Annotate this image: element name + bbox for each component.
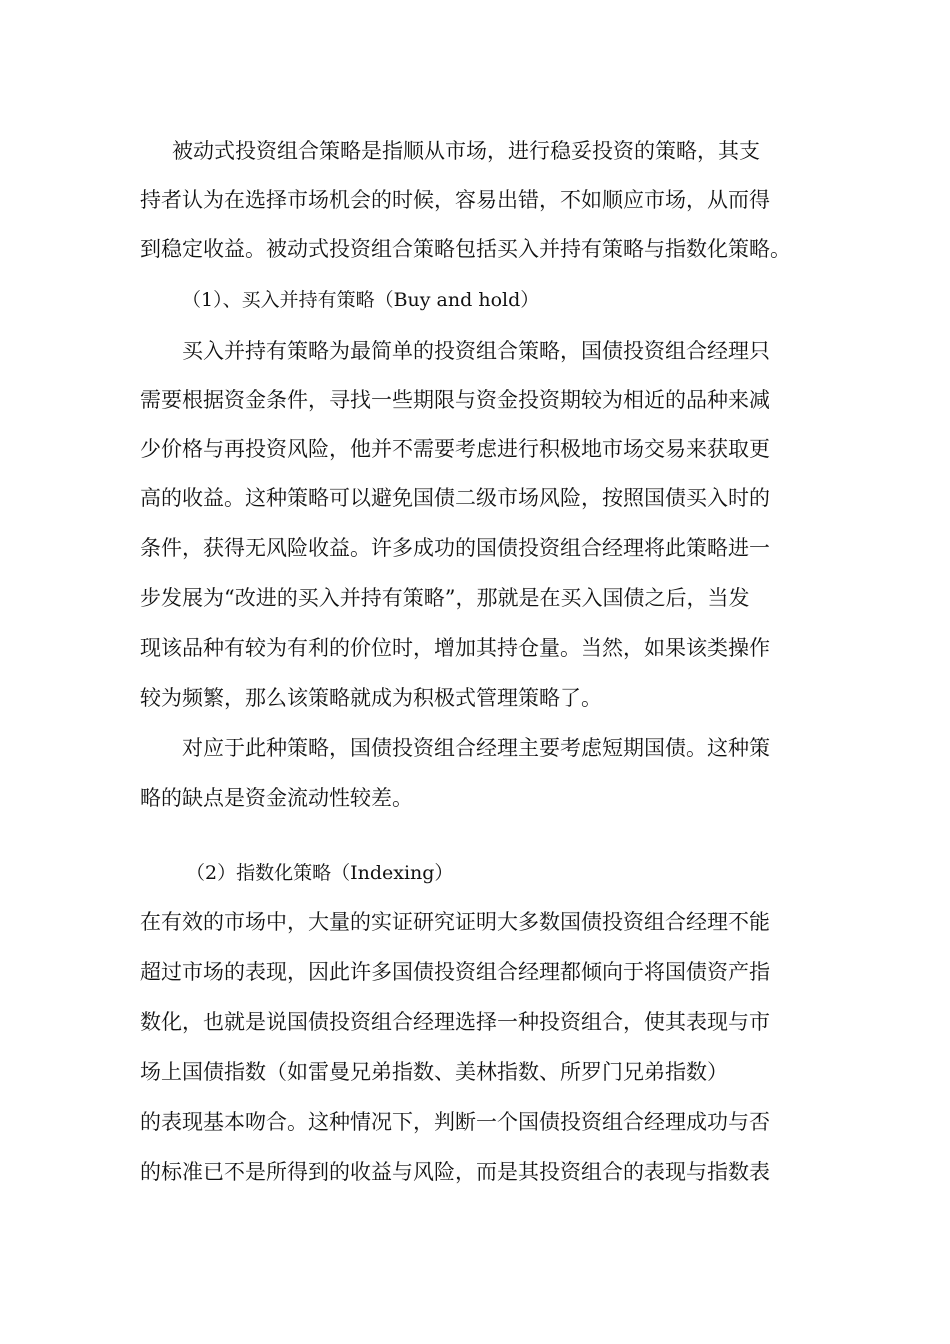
section-heading: （1）、买入并持有策略（Buy and hold） [182, 289, 540, 311]
paragraph-line: 对应于此种策略，国债投资组合经理主要考虑短期国债。这种策 [182, 736, 770, 760]
paragraph-line: 的表现基本吻合。这种情况下，判断一个国债投资组合经理成功与否 [140, 1110, 770, 1134]
paragraph-line: 持者认为在选择市场机会的时候，容易出错，不如顺应市场，从而得 [140, 188, 770, 212]
paragraph-line: 条件，获得无风险收益。许多成功的国债投资组合经理将此策略进一 [140, 536, 770, 560]
paragraph-line: 到稳定收益。被动式投资组合策略包括买入并持有策略与指数化策略。 [140, 237, 791, 261]
paragraph-line: 少价格与再投资风险，他并不需要考虑进行积极地市场交易来获取更 [140, 437, 770, 461]
paragraph-line: 步发展为“改进的买入并持有策略”，那就是在买入国债之后，当发 [140, 586, 750, 610]
paragraph-line: 超过市场的表现，因此许多国债投资组合经理都倾向于将国债资产指 [140, 960, 770, 984]
paragraph-line: 较为频繁，那么该策略就成为积极式管理策略了。 [140, 686, 602, 710]
paragraph-line: 被动式投资组合策略是指顺从市场，进行稳妥投资的策略，其支 [172, 139, 760, 163]
paragraph-line: 高的收益。这种策略可以避免国债二级市场风险，按照国债买入时的 [140, 486, 770, 510]
paragraph-line: 在有效的市场中，大量的实证研究证明大多数国债投资组合经理不能 [140, 910, 770, 934]
paragraph-line: 现该品种有较为有利的价位时，增加其持仓量。当然，如果该类操作 [140, 636, 770, 660]
paragraph-line: 场上国债指数（如雷曼兄弟指数、美林指数、所罗门兄弟指数） [140, 1060, 728, 1084]
paragraph-line: 数化，也就是说国债投资组合经理选择一种投资组合，使其表现与市 [140, 1010, 770, 1034]
section-heading: （2）指数化策略（Indexing） [186, 862, 454, 884]
paragraph-line: 的标准已不是所得到的收益与风险，而是其投资组合的表现与指数表 [140, 1160, 770, 1184]
paragraph-line: 买入并持有策略为最简单的投资组合策略，国债投资组合经理只 [182, 339, 770, 363]
paragraph-line: 略的缺点是资金流动性较差。 [140, 786, 413, 810]
paragraph-line: 需要根据资金条件，寻找一些期限与资金投资期较为相近的品种来减 [140, 388, 770, 412]
